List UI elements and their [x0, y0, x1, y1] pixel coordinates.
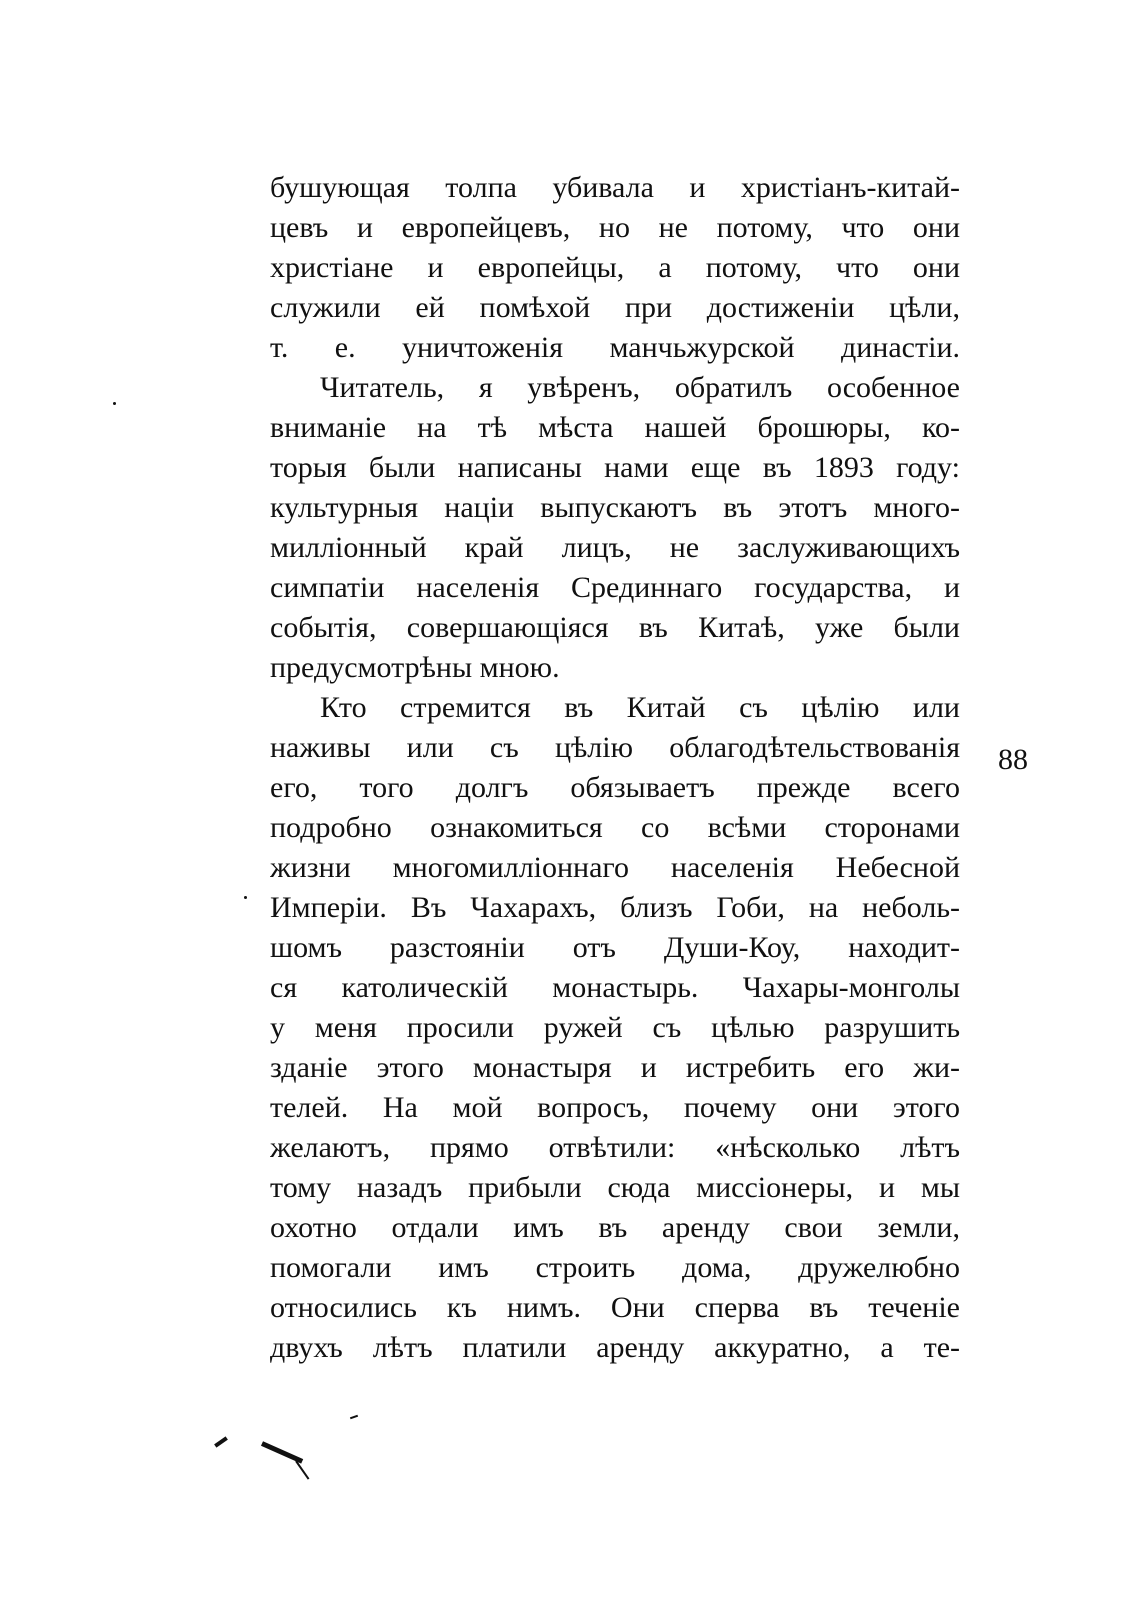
text-line: торыя были написаны нами еще въ 1893 году:	[270, 451, 960, 484]
text-line: желаютъ, прямо отвѣтили: «нѣсколько лѣтъ	[270, 1131, 960, 1164]
text-line: культурныя націи выпускаютъ въ этотъ много-	[270, 491, 960, 524]
scan-artifact	[350, 1415, 358, 1420]
text-line: наживы или съ цѣлію облагодѣтельствованія	[270, 731, 960, 764]
paragraph-start-line: Кто стремится въ Китай съ цѣлію или	[320, 691, 960, 724]
text-line: бушующая толпа убивала и христіанъ-китай-	[270, 171, 960, 204]
body-text	[270, 168, 960, 1368]
text-line: у меня просили ружей съ цѣлью разрушить	[270, 1011, 960, 1044]
text-line: подробно ознакомиться со всѣми сторонами	[270, 811, 960, 844]
text-line: христiане и европейцы, а потому, что они	[270, 251, 960, 284]
text-line: относились къ нимъ. Они сперва въ теченіе	[270, 1291, 960, 1324]
text-line: тому назадъ прибыли сюда миссіонеры, и мы	[270, 1171, 960, 1204]
text-line: жизни многомилліоннаго населенія Небесной	[270, 851, 960, 884]
text-line: вниманіе на тѣ мѣста нашей брошюры, ко-	[270, 411, 960, 444]
scan-speck	[244, 896, 247, 899]
paragraph-start-line: Читатель, я увѣренъ, обратилъ особенное	[320, 371, 960, 404]
text-line: зданіе этого монастыря и истребить его жи-	[270, 1051, 960, 1084]
scan-speck	[113, 402, 116, 405]
text-line: событія, совершающіяся въ Китаѣ, уже были	[270, 611, 960, 644]
text-line: Имперіи. Въ Чахарахъ, близъ Гоби, на неболь-	[270, 891, 960, 924]
text-line: двухъ лѣтъ платили аренду аккуратно, а те-	[270, 1331, 960, 1364]
text-line: цевъ и европейцевъ, но не потому, что они	[270, 211, 960, 244]
text-line: симпатіи населенія Срединнаго государства, и	[270, 571, 960, 604]
text-line: его, того долгъ обязываетъ прежде всего	[270, 771, 960, 804]
scan-artifact	[295, 1460, 309, 1479]
scan-artifact	[214, 1436, 228, 1447]
text-line: телей. На мой вопросъ, почему они этого	[270, 1091, 960, 1124]
text-line: служили ей помѣхой при достиженiи цѣли,	[270, 291, 960, 324]
text-line: т. е. уничтоженія манчьжурской династіи.	[270, 331, 960, 364]
text-line: помогали имъ строить дома, дружелюбно	[270, 1251, 960, 1284]
paragraph-end-line: предусмотрѣны мною.	[270, 651, 560, 684]
text-line: ся католическій монастырь. Чахары-монголы	[270, 971, 960, 1004]
text-line: милліонный край лицъ, не заслуживающихъ	[270, 531, 960, 564]
text-line: охотно отдали имъ въ аренду свои земли,	[270, 1211, 960, 1244]
text-line: шомъ разстояніи отъ Души-Коу, находит-	[270, 931, 960, 964]
page-number: 88	[998, 743, 1028, 776]
